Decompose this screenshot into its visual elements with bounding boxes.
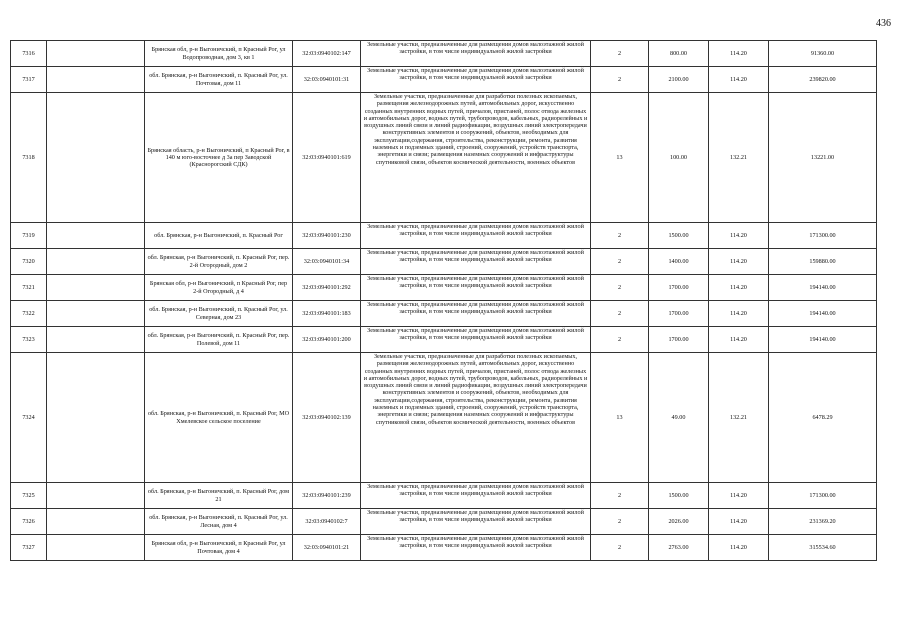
cadastral-number-cell: 32:03:0940101:230: [293, 223, 361, 249]
empty-cell: [47, 301, 145, 327]
cadastral-value-cell: 6478.29: [769, 353, 877, 483]
use-code-cell: 2: [591, 223, 649, 249]
table-row: [11, 67, 877, 93]
address-cell: обл. Брянская, р-н Выгоничский, п. Красный Рог: [145, 223, 293, 249]
cadastral-number-cell: 32:03:0940101:21: [293, 535, 361, 561]
rate-cell: 132.21: [709, 93, 769, 223]
area-cell: 1700.00: [649, 301, 709, 327]
use-code-cell: 2: [591, 67, 649, 93]
cadastral-value-cell: 231369.20: [769, 509, 877, 535]
area-cell: 49.00: [649, 353, 709, 483]
table-row: [11, 301, 877, 327]
empty-cell: [47, 223, 145, 249]
land-use-cell: Земельные участки, предназначенные для разработки полезных ископаемых, размещения железнодорожных путей, автомобильных дорог, искусственно созданных внутренних водных путей, причалов, пристаней, полос отвода железных и автомобильных дорог, водных путей, трубопроводов, кабельных, радиорелейных и воздушных линий связи и линий радиофикации, воздушных линий электропередачи конструктивных элементов и сооружений, объектов, необходимых для эксплуатации,содержания, строительства, реконструкции, ремонта, развития наземных и подземных зданий, строений, сооружений, устройств транспорта, энергетики и связи; размещения наземных сооружений и инфраструктуры спутниковой связи, объектов космической деятельности, военных объектов: [361, 353, 591, 483]
rate-cell: 114.20: [709, 249, 769, 275]
row-number-cell: 7316: [11, 41, 47, 67]
area-cell: 1700.00: [649, 327, 709, 353]
row-number-cell: 7323: [11, 327, 47, 353]
rate-cell: 114.20: [709, 223, 769, 249]
rate-cell: 114.20: [709, 301, 769, 327]
use-code-cell: 2: [591, 41, 649, 67]
cadastral-number-cell: 32:03:0940101:619: [293, 93, 361, 223]
cadastral-number-cell: 32:03:0940102:147: [293, 41, 361, 67]
area-cell: 1400.00: [649, 249, 709, 275]
land-use-cell: Земельные участки, предназначенные для размещения домов малоэтажной жилой застройки, в том числе индивидуальной жилой застройки: [361, 67, 591, 93]
row-number-cell: 7327: [11, 535, 47, 561]
registry-rows: [11, 41, 877, 561]
table-row: [11, 327, 877, 353]
rate-cell: 114.20: [709, 41, 769, 67]
cadastral-value-cell: 159880.00: [769, 249, 877, 275]
use-code-cell: 2: [591, 535, 649, 561]
area-cell: 1500.00: [649, 223, 709, 249]
row-number-cell: 7321: [11, 275, 47, 301]
cadastral-value-cell: 13221.00: [769, 93, 877, 223]
area-cell: 100.00: [649, 93, 709, 223]
area-cell: 2026.00: [649, 509, 709, 535]
address-cell: Брянская обл, р-н Выгоничский, п Красный Рог, ул Почтовая, дом 4: [145, 535, 293, 561]
rate-cell: 114.20: [709, 327, 769, 353]
land-use-cell: Земельные участки, предназначенные для размещения домов малоэтажной жилой застройки, в том числе индивидуальной жилой застройки: [361, 483, 591, 509]
use-code-cell: 2: [591, 301, 649, 327]
cadastral-number-cell: 32:03:0940102:139: [293, 353, 361, 483]
cadastral-value-cell: 239820.00: [769, 67, 877, 93]
table-row: [11, 483, 877, 509]
cadastral-number-cell: 32:03:0940101:31: [293, 67, 361, 93]
empty-cell: [47, 249, 145, 275]
table-row: [11, 249, 877, 275]
empty-cell: [47, 275, 145, 301]
land-use-cell: Земельные участки, предназначенные для размещения домов малоэтажной жилой застройки, в том числе индивидуальной жилой застройки: [361, 327, 591, 353]
table-row: [11, 223, 877, 249]
address-cell: обл. Брянская, р-н Выгоничский, п. Красный Рог, пер. Полевой, дом 11: [145, 327, 293, 353]
rate-cell: 114.20: [709, 483, 769, 509]
empty-cell: [47, 483, 145, 509]
area-cell: 1700.00: [649, 275, 709, 301]
cadastral-value-cell: 171300.00: [769, 483, 877, 509]
cadastral-value-cell: 171300.00: [769, 223, 877, 249]
use-code-cell: 2: [591, 483, 649, 509]
rate-cell: 114.20: [709, 535, 769, 561]
empty-cell: [47, 41, 145, 67]
use-code-cell: 2: [591, 275, 649, 301]
table-row: [11, 275, 877, 301]
address-cell: обл. Брянская, р-н Выгоничский, п. Красный Рог, ул. Почтовая, дом 11: [145, 67, 293, 93]
land-use-cell: Земельные участки, предназначенные для размещения домов малоэтажной жилой застройки, в том числе индивидуальной жилой застройки: [361, 223, 591, 249]
address-cell: обл. Брянская, р-н Выгоничский, п. Красный Рог, МО Хмелевское сельское поселение: [145, 353, 293, 483]
cadastral-value-cell: 194140.00: [769, 327, 877, 353]
rate-cell: 114.20: [709, 275, 769, 301]
cadastral-number-cell: 32:03:0940101:183: [293, 301, 361, 327]
address-cell: Брянская обл, р-н Выгоничский, п Красный Рог, пер 2-й Огородный, д 4: [145, 275, 293, 301]
land-use-cell: Земельные участки, предназначенные для размещения домов малоэтажной жилой застройки, в том числе индивидуальной жилой застройки: [361, 301, 591, 327]
area-cell: 2763.00: [649, 535, 709, 561]
cadastral-number-cell: 32:03:0940101:34: [293, 249, 361, 275]
cadastral-value-cell: 315534.60: [769, 535, 877, 561]
land-use-cell: Земельные участки, предназначенные для размещения домов малоэтажной жилой застройки, в том числе индивидуальной жилой застройки: [361, 249, 591, 275]
use-code-cell: 13: [591, 353, 649, 483]
table-row: [11, 509, 877, 535]
use-code-cell: 13: [591, 93, 649, 223]
row-number-cell: 7322: [11, 301, 47, 327]
empty-cell: [47, 327, 145, 353]
table-row: [11, 353, 877, 483]
row-number-cell: 7325: [11, 483, 47, 509]
area-cell: 800.00: [649, 41, 709, 67]
address-cell: обл. Брянская, р-н Выгоничский, п. Красный Рог, пер. 2-й Огородный, дом 2: [145, 249, 293, 275]
row-number-cell: 7318: [11, 93, 47, 223]
address-cell: обл. Брянская, р-н Выгоничский, п. Красный Рог, дом 21: [145, 483, 293, 509]
empty-cell: [47, 93, 145, 223]
use-code-cell: 2: [591, 327, 649, 353]
registry-table: [10, 40, 877, 561]
land-use-cell: Земельные участки, предназначенные для разработки полезных ископаемых, размещения железнодорожных путей, автомобильных дорог, искусственно созданных внутренних водных путей, причалов, пристаней, полос отвода железных и автомобильных дорог, водных путей, трубопроводов, кабельных, радиорелейных и воздушных линий связи и линий радиофикации, воздушных линий электропередачи конструктивных элементов и сооружений, объектов, необходимых для эксплуатации,содержания, строительства, реконструкции, ремонта, развития наземных и подземных зданий, строений, сооружений, устройств транспорта, энергетики и связи; размещения наземных сооружений и инфраструктуры спутниковой связи, объектов космической деятельности, военных объектов: [361, 93, 591, 223]
page-number: 436: [876, 18, 891, 29]
use-code-cell: 2: [591, 249, 649, 275]
row-number-cell: 7326: [11, 509, 47, 535]
cadastral-number-cell: 32:03:0940101:239: [293, 483, 361, 509]
rate-cell: 132.21: [709, 353, 769, 483]
table-row: [11, 93, 877, 223]
row-number-cell: 7319: [11, 223, 47, 249]
cadastral-value-cell: 194140.00: [769, 275, 877, 301]
table-row: [11, 41, 877, 67]
cadastral-value-cell: 194140.00: [769, 301, 877, 327]
address-cell: обл. Брянская, р-н Выгоничский, п. Красный Рог, ул. Северная, дом 23: [145, 301, 293, 327]
area-cell: 2100.00: [649, 67, 709, 93]
address-cell: обл. Брянская, р-н Выгоничский, п. Красный Рог, ул. Лесная, дом 4: [145, 509, 293, 535]
land-use-cell: Земельные участки, предназначенные для размещения домов малоэтажной жилой застройки, в том числе индивидуальной жилой застройки: [361, 535, 591, 561]
use-code-cell: 2: [591, 509, 649, 535]
land-use-cell: Земельные участки, предназначенные для размещения домов малоэтажной жилой застройки, в том числе индивидуальной жилой застройки: [361, 509, 591, 535]
empty-cell: [47, 535, 145, 561]
rate-cell: 114.20: [709, 67, 769, 93]
cadastral-number-cell: 32:03:0940101:200: [293, 327, 361, 353]
empty-cell: [47, 509, 145, 535]
rate-cell: 114.20: [709, 509, 769, 535]
cadastral-value-cell: 91360.00: [769, 41, 877, 67]
row-number-cell: 7317: [11, 67, 47, 93]
cadastral-number-cell: 32:03:0940102:7: [293, 509, 361, 535]
address-cell: Брянская область, р-н Выгоничский, п Красный Рог, в 140 м юго-восточнее д 3а пер Заводской (Краснорогский СДК): [145, 93, 293, 223]
address-cell: Брянская обл, р-н Выгоничский, п Красный Рог, ул Водопроводная, дом 3, кв 1: [145, 41, 293, 67]
empty-cell: [47, 67, 145, 93]
row-number-cell: 7324: [11, 353, 47, 483]
table-row: [11, 535, 877, 561]
land-use-cell: Земельные участки, предназначенные для размещения домов малоэтажной жилой застройки, в том числе индивидуальной жилой застройки: [361, 275, 591, 301]
area-cell: 1500.00: [649, 483, 709, 509]
cadastral-number-cell: 32:03:0940101:292: [293, 275, 361, 301]
empty-cell: [47, 353, 145, 483]
land-use-cell: Земельные участки, предназначенные для размещения домов малоэтажной жилой застройки, в том числе индивидуальной жилой застройки: [361, 41, 591, 67]
row-number-cell: 7320: [11, 249, 47, 275]
